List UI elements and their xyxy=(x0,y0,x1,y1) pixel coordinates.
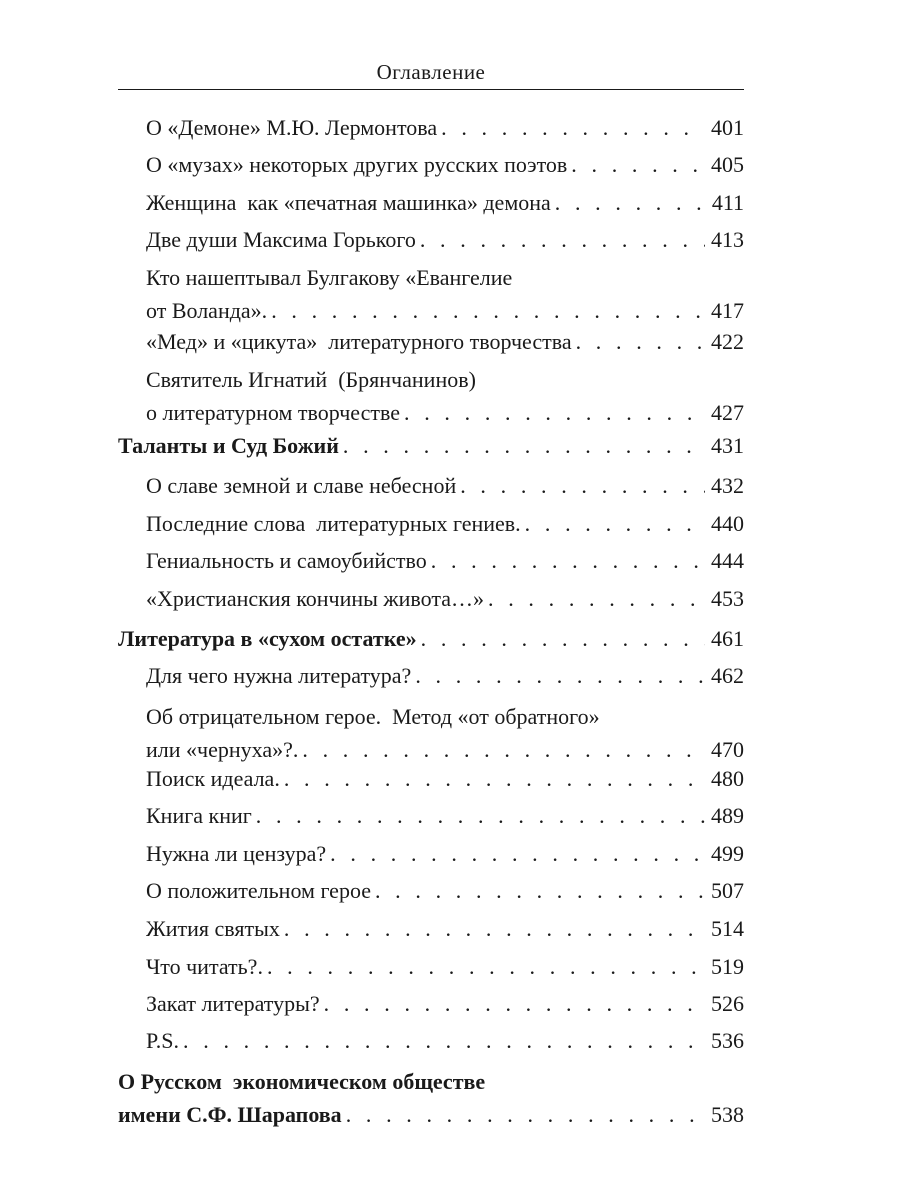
toc-page-number: 489 xyxy=(711,803,744,828)
toc-leader-dots xyxy=(555,186,706,219)
toc-entry xyxy=(146,837,744,870)
toc-leader-dots xyxy=(420,223,705,256)
toc-page-number: 536 xyxy=(711,1028,744,1053)
toc-page-number: 431 xyxy=(711,433,744,458)
toc-page-number: 499 xyxy=(711,841,744,866)
toc-page-number: 480 xyxy=(711,766,744,791)
toc-entry-title: О «музах» некоторых других русских поэтов xyxy=(146,152,568,177)
toc-leader-dots xyxy=(404,396,705,429)
toc-entry xyxy=(146,762,744,795)
toc-section xyxy=(118,622,744,655)
toc-page-number: 538 xyxy=(711,1102,744,1127)
toc-page-number: 413 xyxy=(711,227,744,252)
toc-leader-dots xyxy=(284,912,705,945)
toc-section-title: имени С.Ф. Шарапова xyxy=(118,1102,342,1127)
toc-entry-title: Последние слова литературных гениев. xyxy=(146,511,521,536)
toc-leader-dots xyxy=(271,294,705,327)
toc-leader-dots xyxy=(488,582,705,615)
toc-page-number: 440 xyxy=(711,511,744,536)
toc-entry-title: о литературном творчестве xyxy=(146,400,401,425)
toc-leader-dots xyxy=(284,762,705,795)
toc-leader-dots xyxy=(256,799,705,832)
toc-entry xyxy=(146,507,744,540)
toc-entry xyxy=(146,799,744,832)
toc-leader-dots xyxy=(375,874,705,907)
toc-entry-title: «Христианския кончины живота…» xyxy=(146,586,485,611)
toc-leader-dots xyxy=(525,507,705,540)
toc-entry xyxy=(146,544,744,577)
toc-entry-title: О «Демоне» М.Ю. Лермонтова xyxy=(146,115,438,140)
toc-leader-dots xyxy=(343,429,705,462)
toc-page-number: 453 xyxy=(711,586,744,611)
toc-page-number: 526 xyxy=(711,991,744,1016)
toc-entry-title: Для чего нужна литература? xyxy=(146,663,412,688)
toc-entry-title: от Воланда». xyxy=(146,298,268,323)
toc-page-number: 405 xyxy=(711,152,744,177)
toc-entry xyxy=(146,325,744,358)
toc-leader-dots xyxy=(441,111,705,144)
toc-entry xyxy=(146,261,744,327)
toc-entry-title: «Мед» и «цикута» литературного творчества xyxy=(146,329,572,354)
toc-entry-title: P.S. xyxy=(146,1028,180,1053)
toc-entry xyxy=(146,912,744,945)
toc-entry-title: Закат литературы? xyxy=(146,991,320,1016)
toc-section-title: Таланты и Суд Божий xyxy=(118,433,339,458)
toc-entry xyxy=(146,223,744,256)
toc-entry-title: Книга книг xyxy=(146,803,252,828)
toc-entry-title-line1: Кто нашептывал Булгакову «Евангелие xyxy=(146,265,513,290)
toc-page-number: 422 xyxy=(711,329,744,354)
toc-leader-dots xyxy=(267,950,705,983)
toc-page-number: 427 xyxy=(711,400,744,425)
toc-entry-title: Поиск идеала. xyxy=(146,766,280,791)
toc-page-number: 401 xyxy=(711,115,744,140)
toc-page-number: 417 xyxy=(711,298,744,323)
toc-entry xyxy=(146,950,744,983)
toc-page-number: 444 xyxy=(711,548,744,573)
toc-entry-title: или «чернуха»?. xyxy=(146,737,299,762)
toc-leader-dots xyxy=(421,622,705,655)
toc-leader-dots xyxy=(571,148,705,181)
toc-entry-title: Жития святых xyxy=(146,916,280,941)
toc-section xyxy=(118,429,744,462)
toc-leader-dots xyxy=(346,1098,705,1131)
toc-entry xyxy=(146,874,744,907)
toc-entry xyxy=(146,469,744,502)
toc-entry-title: Нужна ли цензура? xyxy=(146,841,327,866)
toc-page-number: 514 xyxy=(711,916,744,941)
toc-page-number: 470 xyxy=(711,737,744,762)
toc-entry-title-line1: Святитель Игнатий (Брянчанинов) xyxy=(146,367,476,392)
toc-leader-dots xyxy=(576,325,705,358)
toc-entry xyxy=(146,987,744,1020)
toc-entry xyxy=(146,700,744,766)
toc-entry-title: О славе земной и славе небесной xyxy=(146,473,457,498)
toc-entry xyxy=(146,186,744,219)
toc-page-number: 462 xyxy=(711,663,744,688)
toc-section-title-line1: О Русском экономическом обществе xyxy=(118,1069,486,1094)
toc-page-number: 519 xyxy=(711,954,744,979)
toc-entry-title: Что читать?. xyxy=(146,954,263,979)
toc-leader-dots xyxy=(183,1024,705,1057)
toc-entry xyxy=(146,363,744,429)
toc-entry-title: Две души Максима Горького xyxy=(146,227,416,252)
toc-entry-title: Гениальность и самоубийство xyxy=(146,548,427,573)
toc-entry-title: О положительном герое xyxy=(146,878,371,903)
toc-entry xyxy=(146,1024,744,1057)
toc-leader-dots xyxy=(460,469,705,502)
toc-entry xyxy=(146,659,744,692)
toc-leader-dots xyxy=(324,987,705,1020)
toc-leader-dots xyxy=(431,544,705,577)
toc-page-number: 461 xyxy=(711,626,744,651)
toc-page-number: 432 xyxy=(711,473,744,498)
toc-leader-dots xyxy=(330,837,705,870)
running-head: Оглавление xyxy=(376,60,486,84)
toc-section-title: Литература в «сухом остатке» xyxy=(118,626,417,651)
toc-entry xyxy=(146,111,744,144)
toc-entry-title-line1: Об отрицательном герое. Метод «от обратного» xyxy=(146,704,600,729)
toc-section xyxy=(118,1065,744,1131)
toc-leader-dots xyxy=(415,659,705,692)
toc-page-number: 507 xyxy=(711,878,744,903)
toc-entry-title: Женщина как «печатная машинка» демона xyxy=(146,190,551,215)
toc-page-number: 411 xyxy=(711,190,744,215)
toc-entry xyxy=(146,148,744,181)
toc-entry xyxy=(146,582,744,615)
